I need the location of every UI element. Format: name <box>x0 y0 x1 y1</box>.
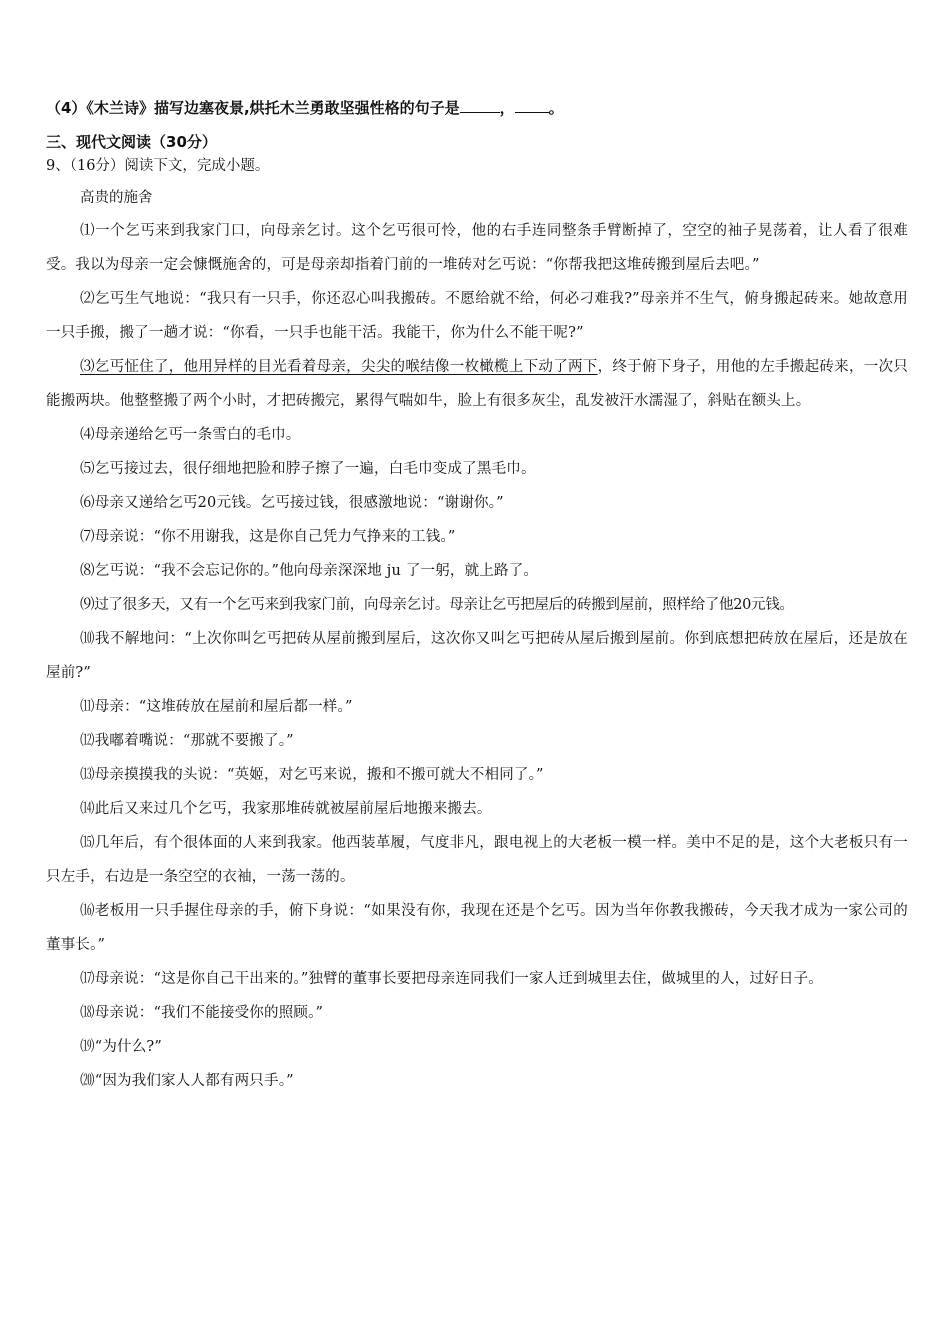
question-9-prompt: 9、（16分）阅读下文，完成小题。 <box>46 158 270 174</box>
paragraph-19: ⒆“为什么?” <box>80 1039 162 1055</box>
paragraph-5: ⑸乞丐接过去，很仔细地把脸和脖子擦了一遍，白毛巾变成了黑毛巾。 <box>80 461 536 477</box>
paragraph-1: ⑴一个乞丐来到我家门口，向母亲乞讨。这个乞丐很可怜，他的右手连同整条手臂断掉了，空空的袖子晃荡着，让人看了很难受。我以为母亲一定会慷慨施舍的，可是母亲却指着门前的一堆砖对乞丐说：“你帮我把这堆砖搬到屋后去吧。” <box>46 223 908 273</box>
paragraph-4: ⑷母亲递给乞丐一条雪白的毛巾。 <box>80 427 301 443</box>
paragraph-8: ⑻乞丐说：“我不会忘记你的。”他向母亲深深地 ju 了一躬，就上路了。 <box>80 563 539 579</box>
paragraph-15: ⒂几年后，有个很体面的人来到我家。他西装革履，气度非凡，跟电视上的大老板一模一样。美中不足的是，这个大老板只有一只左手，右边是一条空空的衣袖，一荡一荡的。 <box>46 835 908 885</box>
paragraph-13: ⒀母亲摸摸我的头说：“英姬，对乞丐来说，搬和不搬可就大不相同了。” <box>80 767 544 783</box>
answer-blank-2[interactable] <box>515 98 549 113</box>
answer-blank-1[interactable] <box>460 98 500 113</box>
paragraph-2: ⑵乞丐生气地说：“我只有一只手，你还忍心叫我搬砖。不愿给就不给，何必刁难我?”母亲并不生气，俯身搬起砖来。她故意用一只手搬，搬了一趟才说：“你看，一只手也能干活。我能干，你为什么不能干呢?” <box>46 291 908 341</box>
section-heading: 三、现代文阅读（30分） <box>46 133 217 151</box>
paragraph-6: ⑹母亲又递给乞丐20元钱。乞丐接过钱，很感激地说：“谢谢你。” <box>80 495 504 511</box>
paragraph-10: ⑽我不解地问：“上次你叫乞丐把砖从屋前搬到屋后，这次你又叫乞丐把砖从屋后搬到屋前。你到底想把砖放在屋后，还是放在屋前?” <box>46 631 908 681</box>
paragraph-3-rest: ，终于俯下身子，用他的左手搬起砖来，一次只能搬两块。他整整搬了两个小时，才把砖搬完，累得气喘如牛，脸上有很多灰尘，乱发被汗水濡湿了，斜贴在额头上。 <box>46 359 909 409</box>
paragraph-3 <box>46 350 908 418</box>
paragraph-11: ⑾母亲：“这堆砖放在屋前和屋后都一样。” <box>80 699 353 715</box>
question-4-mulan <box>46 96 908 120</box>
question-4-text: （4）《木兰诗》描写边塞夜景,烘托木兰勇敢坚强性格的句子是 <box>46 99 460 117</box>
blank-separator: ， <box>499 99 515 117</box>
paragraph-7: ⑺母亲说：“你不用谢我，这是你自己凭力气挣来的工钱。” <box>80 529 456 545</box>
paragraph-20: ⒇“因为我们家人人都有两只手。” <box>80 1073 294 1089</box>
question-4-end: 。 <box>548 99 564 117</box>
paragraph-12: ⑿我嘟着嘴说：“那就不要搬了。” <box>80 733 294 749</box>
paragraph-14: ⒁此后又来过几个乞丐，我家那堆砖就被屋前屋后地搬来搬去。 <box>80 801 492 817</box>
underlined-sentence: ⑶乞丐怔住了，他用异样的目光看着母亲，尖尖的喉结像一枚橄榄上下动了两下 <box>80 359 598 375</box>
paragraph-18: ⒅母亲说：“我们不能接受你的照顾。” <box>80 1005 324 1021</box>
document-page <box>46 96 908 1098</box>
paragraph-16: ⒃老板用一只手握住母亲的手，俯下身说：“如果没有你，我现在还是个乞丐。因为当年你教我搬砖，今天我才成为一家公司的董事长。” <box>46 903 908 953</box>
article-title: 高贵的施舍 <box>80 190 153 206</box>
paragraph-9: ⑼过了很多天，又有一个乞丐来到我家门前，向母亲乞讨。母亲让乞丐把屋后的砖搬到屋前，照样给了他20元钱。 <box>80 597 794 613</box>
paragraph-17: ⒄母亲说：“这是你自己干出来的。”独臂的董事长要把母亲连同我们一家人迁到城里去住，做城里的人，过好日子。 <box>80 971 823 987</box>
